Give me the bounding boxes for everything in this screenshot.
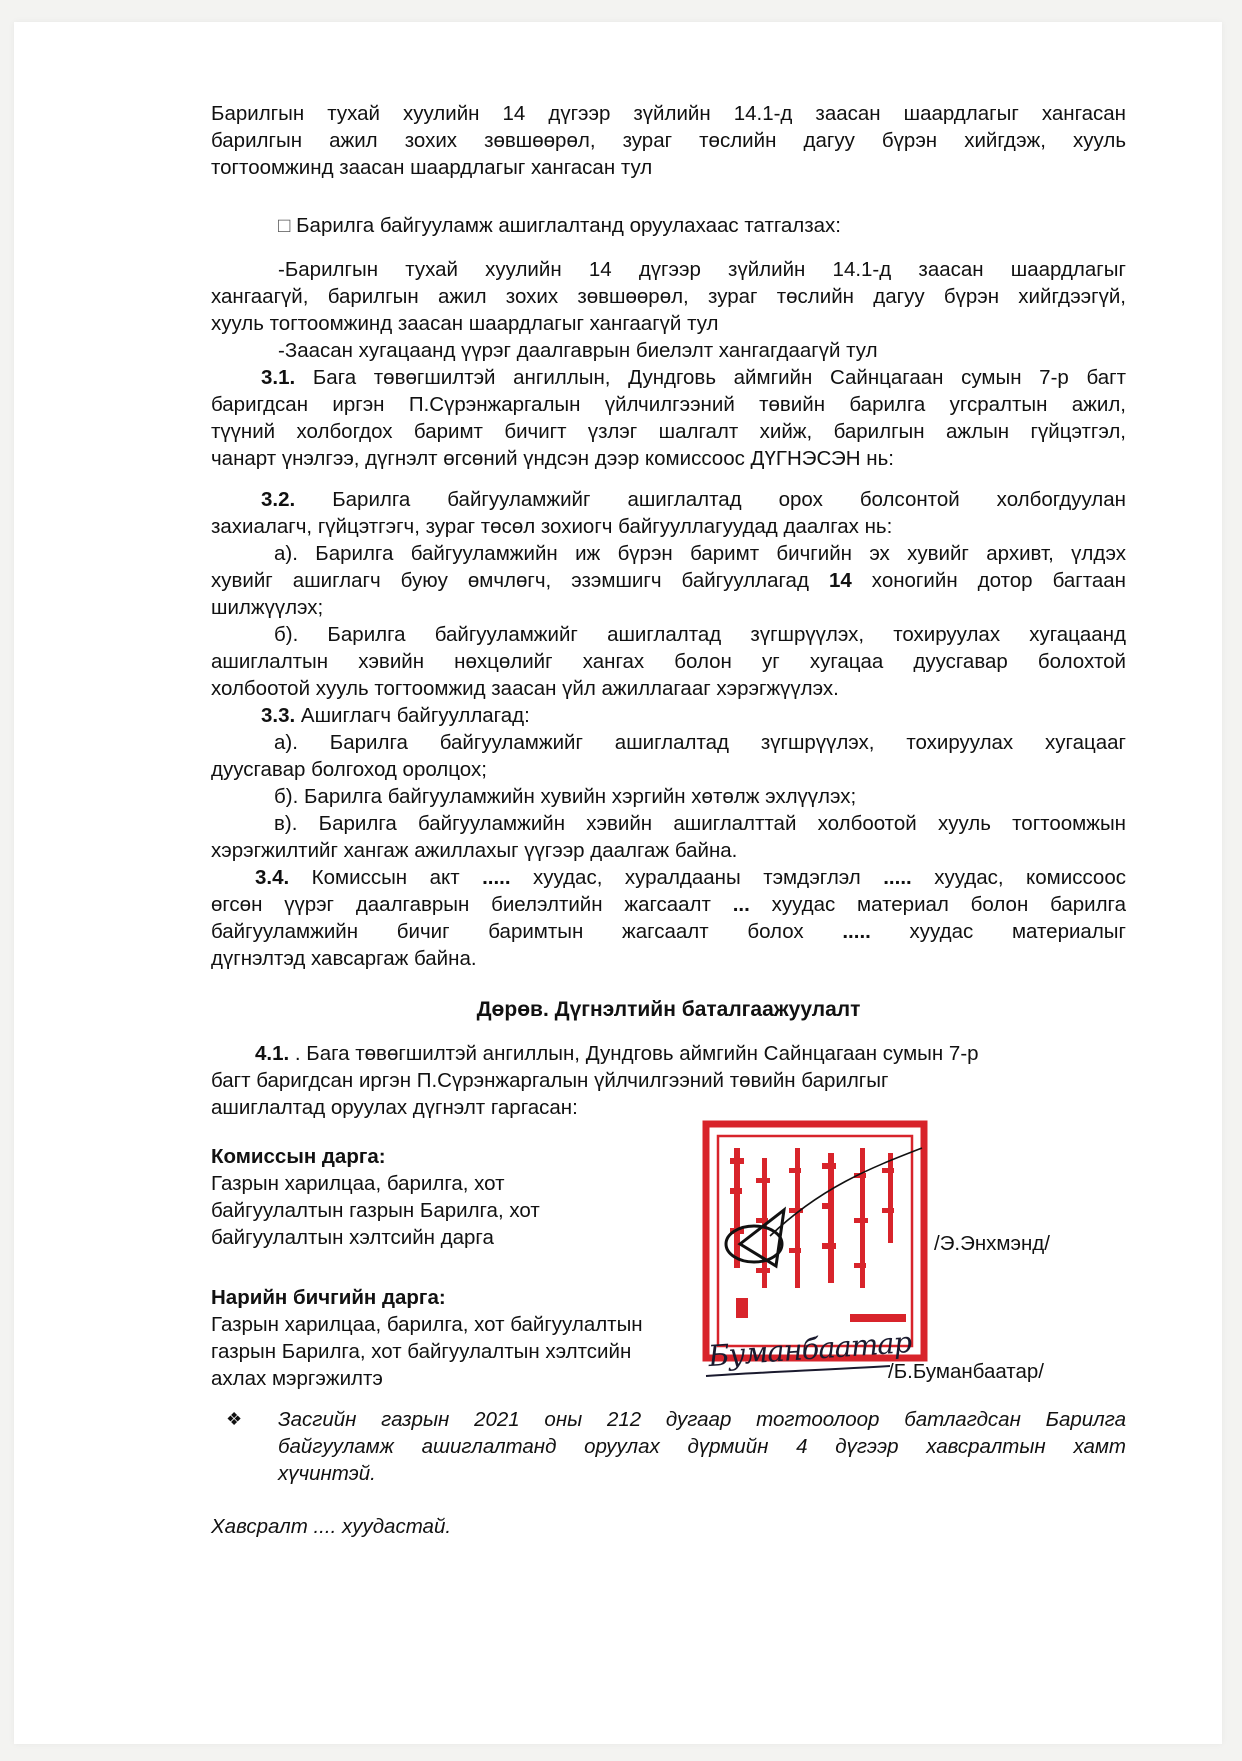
refuse-reason-2: -Заасан хугацаанд үүрэг даалгаврын биелэлт хангагдаагүй тул [278, 339, 878, 362]
intro-line: Барилгын тухай хуулийн 14 дүгээр зүйлийн 14.1-д заасан шаардлагыг хангасан [211, 102, 1126, 125]
note-paragraph [278, 1406, 1126, 1487]
clause-text: хуудас, комиссоос [911, 866, 1126, 889]
signatory-title: Нарийн бичгийн дарга: [211, 1286, 446, 1309]
clause-text: а). Барилга байгууламжийн иж бүрэн баримт бичгийн эх хувийг архивт, үлдэх [274, 542, 1126, 565]
signatory-position: ахлах мэргэжилтэ [211, 1367, 383, 1390]
clause-text: ашиглалтад оруулах дүгнэлт гаргасан: [211, 1096, 578, 1119]
clause-text: байгууламжийн бичиг баримтын жагсаалт болох [211, 920, 843, 943]
clause-number: 3.3. [261, 704, 296, 727]
attachment-note: Хавсралт .... хуудастай. [211, 1515, 452, 1538]
clause-text: Ашиглагч байгууллагад: [295, 704, 530, 727]
clause-text: дуусгавар болгоход оролцох; [211, 758, 487, 781]
clause-text: хоногийн дотор багтаан [851, 569, 1126, 592]
clause-number: 3.1. [261, 366, 296, 389]
clause-text: б). Барилга байгууламжийн хувийн хэргийн хөтөлж эхлүүлэх; [274, 785, 857, 808]
clause-text: б). Барилга байгууламжийг ашиглалтад зүгшрүүлэх, тохируулах хугацаанд [274, 623, 1126, 646]
section-title: Дөрөв. Дүгнэлтийн баталгаажуулалт [476, 998, 861, 1021]
section-3-2 [211, 486, 1126, 702]
blank-dots: ..... [883, 866, 912, 889]
clause-text: Барилга байгууламжийг ашиглалтад орох болсонтой холбогдуулан [295, 488, 1126, 511]
clause-number: 3.4. [255, 866, 290, 889]
clause-text: захиалагч, гүйцэтгэгч, зураг төсөл зохиогч байгууллагуудад даалгах нь: [211, 515, 893, 538]
signatory-position: газрын Барилга, хот байгуулалтын хэлтсийн [211, 1340, 632, 1363]
clause-text: хэрэгжилтийг хангаж ажиллахыг үүгээр даалгаж байна. [211, 839, 738, 862]
refuse-option [278, 212, 1126, 239]
clause-text: түүний холбогдох баримт бичигт үзлэг шалгалт хийж, барилгын ажлын гүйцэтгэл, [211, 420, 1126, 443]
secretary-block [211, 1284, 731, 1392]
blank-dots: ... [732, 893, 750, 916]
refuse-line: -Барилгын тухай хуулийн 14 дүгээр зүйлийн 14.1-д заасан шаардлагыг [278, 258, 1126, 281]
blank-dots: ..... [842, 920, 871, 943]
chair-block [211, 1143, 631, 1251]
days-count: 14 [828, 569, 852, 592]
clause-text: ашиглалтын хэвийн нөхцөлийг хангах болон уг хугацаа дуусгавар болохтой [211, 650, 1126, 673]
note-line: хүчинтэй. [278, 1462, 376, 1485]
signature-underline [704, 1362, 894, 1382]
clause-text: өгсөн үүрэг даалгаврын биелэлтийн жагсаалт [211, 893, 733, 916]
clause-text: хуудас материалыг [870, 920, 1126, 943]
note-line: байгууламж ашиглалтанд оруулах дүрмийн 4 дүгээр хавсралтын хамт [278, 1435, 1126, 1458]
refuse-reason-1 [211, 256, 1126, 364]
section-4-1 [211, 1040, 1091, 1121]
clause-number: 3.2. [261, 488, 296, 511]
clause-text: Бага төвөгшилтэй ангиллын, Дундговь аймгийн Сайнцагаан сумын 7-р багт [295, 366, 1126, 389]
clause-text: багт баригдсан иргэн П.Сүрэнжаргалын үйлчилгээний төвийн барилгыг [211, 1069, 889, 1092]
clause-text: Комиссын акт [289, 866, 483, 889]
clause-text: а). Барилга байгууламжийг ашиглалтад зүгшрүүлэх, тохируулах хугацааг [274, 731, 1126, 754]
intro-line: тогтоомжинд заасан шаардлагыг хангасан тул [211, 156, 653, 179]
section-3-3 [211, 702, 1126, 864]
intro-paragraph [211, 100, 1126, 181]
clause-text: в). Барилга байгууламжийн хэвийн ашиглалттай холбоотой хууль тогтоомжын [274, 812, 1126, 835]
refuse-line: хууль тогтоомжинд заасан шаардлагыг хангаагүй тул [211, 312, 719, 335]
signatory-position: байгуулалтын газрын Барилга, хот [211, 1199, 540, 1222]
signatory-title: Комиссын дарга: [211, 1145, 386, 1168]
secretary-name: /Б.Буманбаатар/ [888, 1360, 1044, 1383]
chair-name: /Э.Энхмэнд/ [934, 1232, 1050, 1255]
clause-text: хувийг ашиглагч буюу өмчлөгч, эзэмшигч байгууллагад [211, 569, 829, 592]
refuse-label: Барилга байгууламж ашиглалтанд оруулахаас татгалзах: [296, 214, 841, 237]
signature-text: Буманбаатар [707, 1324, 913, 1374]
clause-text: чанарт үнэлгээ, дүгнэлт өгсөний үндсэн дээр комиссоос ДҮГНЭСЭН нь: [211, 447, 894, 470]
clause-text: холбоотой хууль тогтоомжид заасан үйл ажиллагааг хэрэгжүүлэх. [211, 677, 839, 700]
signatory-position: байгуулалтын хэлтсийн дарга [211, 1226, 494, 1249]
clause-text: хуудас, хуралдааны тэмдэглэл [510, 866, 884, 889]
clause-text: дүгнэлтэд хавсаргаж байна. [211, 947, 477, 970]
intro-line: барилгын ажил зохих зөвшөөрөл, зураг төслийн дагуу бүрэн хийгдэж, хууль [211, 129, 1126, 152]
clause-text: баригдсан иргэн П.Сүрэнжаргалын үйлчилгээний төвийн барилга угсралтын ажил, [211, 393, 1126, 416]
clause-text: хуудас материал болон барилга [749, 893, 1126, 916]
blank-dots: ..... [482, 866, 511, 889]
refuse-line: хангаагүй, барилгын ажил зохих зөвшөөрөл, зураг төслийн дагуу бүрэн хийгдээгүй, [211, 285, 1126, 308]
section-3-1 [211, 364, 1126, 472]
signatory-position: Газрын харилцаа, барилга, хот [211, 1172, 505, 1195]
note-line: Засгийн газрын 2021 оны 212 дугаар тогтоолоор батлагдсан Барилга [278, 1408, 1126, 1431]
checkbox-icon[interactable]: □ [278, 214, 291, 237]
clause-number: 4.1. [255, 1042, 290, 1065]
note-bullet-icon: ❖ [226, 1409, 243, 1429]
section-3-4 [211, 864, 1126, 972]
clause-text: . Бага төвөгшилтэй ангиллын, Дундговь аймгийн Сайнцагаан сумын 7-р [289, 1042, 979, 1065]
signatory-position: Газрын харилцаа, барилга, хот байгуулалтын [211, 1313, 643, 1336]
clause-text: шилжүүлэх; [211, 596, 324, 619]
